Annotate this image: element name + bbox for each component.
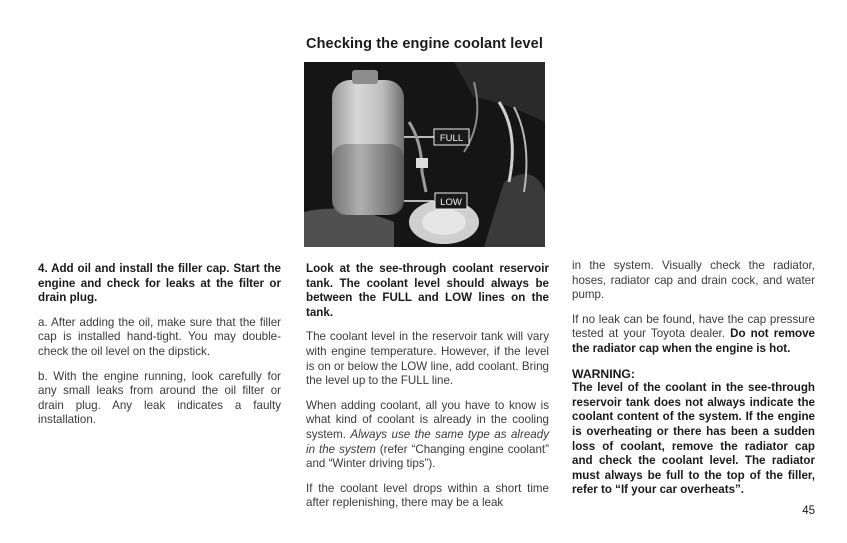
full-line-label: FULL <box>439 133 464 144</box>
leak-check-text: in the system. Visually check the radiator, hoses, radiator cap and drain cock, and water pump. <box>572 259 815 302</box>
left-column <box>38 262 281 438</box>
adding-coolant-start: When adding coolant, all you have to know is what kind of coolant is already in the cooling system. <box>306 398 549 441</box>
page-title: Checking the engine coolant level <box>306 36 543 52</box>
warning-heading: WARNING: <box>572 366 635 381</box>
coolant-drop-text: If the coolant level drops within a short time after replenishing, there may be a leak <box>306 481 549 510</box>
step-4a-text: a. After adding the oil, make sure that the filler cap is installed hand-tight. You may double-check the oil level on the dipstick. <box>38 315 281 358</box>
coolant-check-heading: Look at the see-through coolant reservoir tank. The coolant level should always be between the FULL and LOW lines on the tank. <box>306 262 549 319</box>
cap-pressure-text <box>572 313 815 357</box>
cap-pressure-start: If no leak can be found, have the cap pressure tested at your Toyota dealer. <box>572 312 815 341</box>
step-4b-text: b. With the engine running, look carefully for any small leaks from around the oil filter or drain plug. Any leak indicates a faulty installation. <box>38 369 281 427</box>
right-column <box>572 259 815 508</box>
coolant-level-text: The coolant level in the reservoir tank will vary with engine temperature. However, if the level is on or below the LOW line, add coolant. Bring the level up to the FULL line. <box>306 330 549 388</box>
step-4-heading: 4. Add oil and install the filler cap. Start the engine and check for leaks at the filter or drain plug. <box>38 262 281 305</box>
same-type-emphasis: Always use the same type as already in the system <box>306 427 549 456</box>
adding-coolant-end: (refer “Changing engine coolant” and “Winter driving tips”). <box>306 442 549 471</box>
engine-bay-image <box>304 62 545 247</box>
middle-column <box>306 262 549 521</box>
page-number: 45 <box>802 505 815 517</box>
coolant-tank-photo <box>304 62 545 247</box>
adding-coolant-text <box>306 399 549 472</box>
warning-text: The level of the coolant in the see-through reservoir tank does not always indicate the coolant content of the system. If the engine is overheating or there has been a sudden loss of coolant, remove the radiator cap and check the coolant level. The radiator must always be full to the top of the filler, refer to “If your car overheats”. <box>572 381 815 497</box>
hot-engine-caution: Do not remove the radiator cap when the engine is hot. <box>572 327 816 355</box>
low-line-label: LOW <box>440 197 462 208</box>
